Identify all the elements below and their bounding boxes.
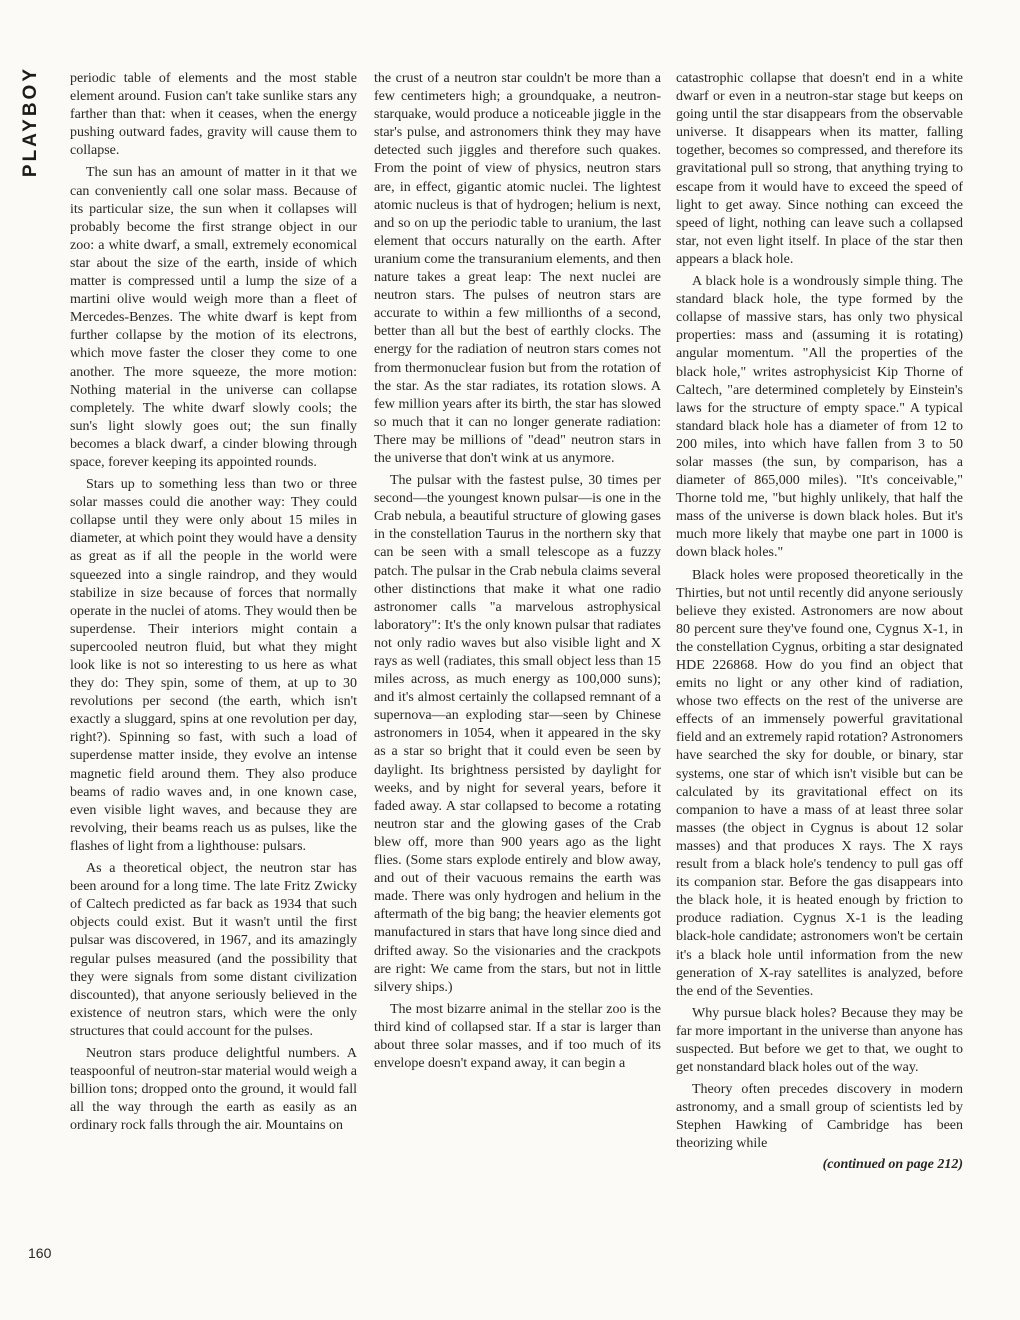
text-column-1 (70, 70, 357, 1300)
continued-note: (continued on page 212) (822, 1156, 963, 1172)
paragraph: The most bizarre animal in the stellar zoo is the third kind of collapsed star. If a star is larger than about three solar masses, and if too much of its envelope doesn't expand away, it can begin a (374, 1001, 661, 1072)
paragraph: Stars up to something less than two or three solar masses could die another way: They could collapse until they were only about 15 miles in diameter, at which point they would have a density as great as if all the people in the world were squeezed into a single raindrop, and they would stabilize in size because of forces that normally operate in the nuclei of atoms. They would then be superdense. Their interiors might contain a supercooled neutron fluid, but what they might look like is not so interesting to us here as what they do: They spin, some of them, at up to 30 revolutions per second (the earth, which isn't exactly a sluggard, spins at one revolution per day, right?). Spinning so fast, with such a load of superdense matter inside, they evolve an intense magnetic field around them. They also produce beams of radio waves and, in one known case, even visible light waves, and because they are revolving, their beams reach us as pulses, like the flashes of light from a lighthouse: pulsars. (70, 477, 357, 854)
paragraph: Black holes were proposed theoretically in the Thirties, but not until recently did anyone seriously believe they existed. Astronomers are now about 80 percent sure they've found one, Cygnus X-1, in the constellation Cygnus, orbiting a star designated HDE 226868. How do you find an object that emits no light or any other kind of radiation, whose two effects on the rest of the universe are effects of an immensely powerful gravitational field and an extremely rapid rotation? Astronomers have searched the sky for double, or binary, star systems, one star of which isn't visible but can be calculated by its gravitational effect on its companion to have a mass of at least three solar masses (the object in Cygnus is about 12 solar masses) and that produces X rays. The X rays result from a black hole's tendency to pull gas off its companion star. Before the gas disappears into the black hole, it is heated enough by friction to produce radiation. Cygnus X-1 is the leading black-hole candidate; astronomers won't be certain it's a black hole until information from the new generation of X-ray satellites is analyzed, before the end of the Seventies. (676, 567, 963, 999)
paragraph: As a theoretical object, the neutron star has been around for a long time. The late Fritz Zwicky of Caltech predicted as far back as 1934 that such objects could exist. But it wasn't until the first pulsar was discovered, in 1967, and its amazingly regular pulses measured (and the possibility that they were signals from some distant civilization discounted), that anyone seriously believed in the existence of neutron stars, which were the only structures that could account for the pulses. (70, 861, 357, 1039)
paragraph: A black hole is a wondrously simple thing. The standard black hole, the type formed by the collapse of massive stars, has only two physical properties: mass and (assuming it is rotating) angular momentum. "All the properties of the black hole," writes astrophysicist Kip Thorne of Caltech, "are determined completely by Einstein's laws for the structure of empty space." A typical standard black hole has a diameter of from 12 to 200 miles, into which have fallen from 3 to 50 solar masses (the sun, by comparison, has a diameter of 865,000 miles). "It's conceivable," Thorne told me, "but highly unlikely, that half the mass of the universe is down black holes. But it's much more likely that maybe one part in 1000 is down black holes." (676, 274, 963, 561)
magazine-masthead: PLAYBOY (20, 66, 41, 178)
paragraph: The pulsar with the fastest pulse, 30 times per second—the youngest known pulsar—is one in the Crab nebula, a beautiful structure of glowing gases in the constellation Taurus in the northern sky that can be seen with a small telescope as a fuzzy patch. The pulsar in the Crab nebula claims several other distinctions that make it what one radio astronomer calls "a marvelous astrophysical laboratory": It's the only known pulsar that radiates not only radio waves but also visible light and X rays as well (radiates, this small object less than 15 miles across, as much energy as 100,000 suns); and it's almost certainly the collapsed remnant of a supernova—an exploding star—seen by Chinese astronomers in 1054, when it appeared in the sky as a star so bright that it could even be seen by daylight. Its brightness persisted by daylight for weeks, and by night for several years, before it faded away. A star collapsed to become a rotating neutron star and the glowing gases of the Crab blew off, more than 900 years ago as the light flies. (Some stars explode entirely and blow away, and out of their vacuous remains the earth was made. There was only hydrogen and helium in the aftermath of the big bang; the heavier elements got manufactured in stars that have long since died and drifted away. So the visionaries and the crackpots are right: We came from the stars, but not in little silvery ships.) (374, 473, 661, 995)
paragraph: Neutron stars produce delightful numbers. A teaspoonful of neutron-star material would weigh a billion tons; dropped onto the ground, it would fall all the way through the earth as easily as an ordinary rock falls through the air. Mountains on (70, 1045, 357, 1134)
paragraph: The sun has an amount of matter in it that we can conveniently call one solar mass. Because of its particular size, the sun when it collapses will probably become the first strange object in our zoo: a white dwarf, a small, extremely economical star about the size of the earth, inside of which matter is compressed until a lump the size of a martini olive would weigh more than a fleet of Mercedes-Benzes. The white dwarf is kept from further collapse by the motion of its electrons, which move faster the closer they come to one another. The more squeeze, the more motion: Nothing material in the universe can collapse completely. The white dwarf slowly cools; the sun's light slowly goes out; the sun finally becomes a black dwarf, a cinder blowing through space, forever keeping its appointed rounds. (70, 165, 357, 470)
paragraph: the crust of a neutron star couldn't be more than a few centimeters high; a groundquake, a neutron-starquake, would produce a noticeable jiggle in the star's pulse, and astronomers think they may have detected such jiggles and therefore such quakes. From the point of view of physics, neutron stars are, in effect, gigantic atomic nuclei. The lightest atomic nucleus is that of hydrogen; helium is next, and so on up the periodic table to uranium, the last element that occurs naturally on the earth. After uranium come the transuranium elements, and then nature takes a great leap: The next nuclei are neutron stars. The pulses of neutron stars are accurate to within a few millionths of a second, better than all but the best of earthly clocks. The energy for the radiation of neutron stars comes not from thermonuclear fusion but from the rotation of the star. As the star radiates, its rotation slows. A few million years after its birth, the star has slowed so much that it can no longer generate radiation: There may be millions of "dead" neutron stars in the universe that don't wink at us anymore. (374, 71, 661, 466)
paragraph: Theory often precedes discovery in modern astronomy, and a small group of scientists led by Stephen Hawking of Cambridge has been theorizing while (676, 1082, 963, 1152)
paragraph: catastrophic collapse that doesn't end in a white dwarf or even in a neutron-star stage but keeps on going until the star disappears from the observable universe. It disappears when its matter, falling together, becomes so compressed, and therefore its gravitational pull so strong, that anything trying to escape from it would have to exceed the speed of light to get away. Since nothing can exceed the speed of light, nothing can leave such a collapsed star, not even light itself. In place of the star then appears a black hole. (676, 71, 963, 267)
paragraph: Why pursue black holes? Because they may be far more important in the universe than anyone has suspected. But before we get to that, we ought to get nonstandard black holes out of the way. (676, 1005, 963, 1076)
page-number: 160 (28, 1245, 52, 1261)
text-column-3 (676, 70, 963, 1300)
paragraph: periodic table of elements and the most stable element around. Fusion can't take sunlike stars any farther than that: when it ceases, when the energy pushing outward fades, gravity will cause them to collapse. (70, 71, 357, 159)
text-column-2 (374, 70, 661, 1300)
